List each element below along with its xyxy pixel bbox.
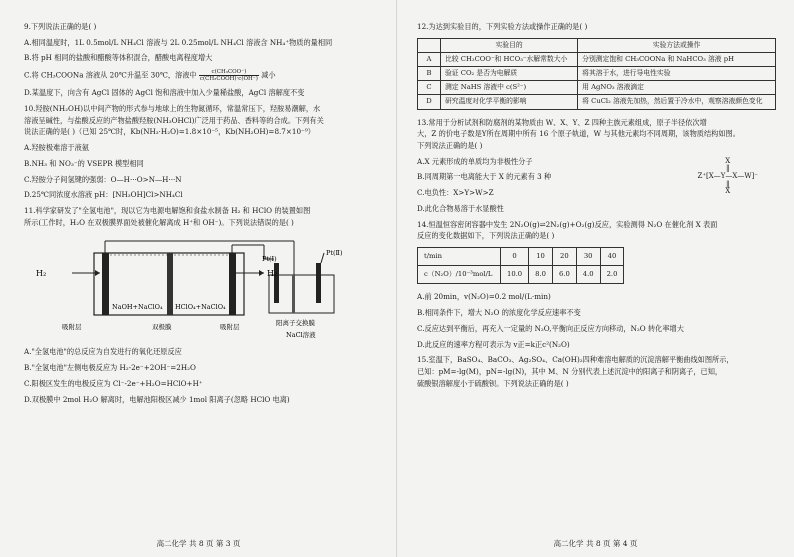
table-cell: 将 CuCl₂ 溶液先加热，然后置于冷水中，观察溶液颜色变化 (578, 95, 776, 109)
pt2-label: Pt(Ⅱ) (326, 249, 343, 258)
table-cell: 测定 NaHS 溶液中 c(S²⁻) (441, 81, 578, 95)
table-cell: 40 (600, 248, 624, 266)
table-cell: 30 (576, 248, 600, 266)
question-11 (24, 206, 387, 404)
table-row (418, 95, 776, 109)
q13-option-b: B.同周期第一电离能大于 X 的元素有 3 种 (417, 172, 552, 182)
table-cell: t/min (418, 248, 501, 266)
q13-stem-3: 下列说法正确的是( ) (417, 141, 483, 151)
table-header-cell (418, 38, 441, 52)
q11-option-b: B."全氢电池"左侧电极反应为 H₂-2e⁻+2OH⁻=2H₂O (24, 363, 196, 373)
q14-option-c: C.反应达到平衡后，再充入一定量的 N₂O,平衡向正反应方向移动，N₂O 转化率增大 (417, 323, 684, 333)
q13-stem-2: 大，Z 的价电子数是Y所在周期中所有 16 个原子轨道，W 与其他元素均不同周期，该物质结构如图。 (417, 129, 740, 139)
nacl-label: NaCl溶液 (286, 331, 316, 340)
q15-stem-3: 硫酸银溶解度小于硫酸钡。下列说法正确的是( ) (417, 378, 569, 388)
table-cell: 比较 CH₃COO⁻和 HCO₃⁻水解常数大小 (441, 52, 578, 66)
question-10 (24, 104, 387, 200)
q11-stem-1: 11.科学家研发了"全氢电池"，现以它为电源电解饱和食盐水制备 H₂ 和 HClO 的装置如图 (24, 206, 311, 215)
q14-table (417, 247, 624, 284)
table-cell: 2.0 (600, 266, 624, 284)
q9-option-a: A.相同温度时，1L 0.5mol/L NH₄Cl 溶液与 2L 0.25mol/L NH₄Cl 溶液含 NH₄⁺物质的量相同 (24, 37, 333, 47)
question-14 (417, 220, 776, 350)
q13-option-c: C.电负性：X>Y>W>Z (417, 188, 494, 198)
right-adsorption-label: 吸附层 (220, 323, 240, 332)
q9-option-d: D.某温度下，向含有 AgCl 固体的 AgCl 饱和溶液中加入少量稀盐酸，AgCl 溶解度不变 (24, 88, 305, 98)
q11-stem-2: 所示(工作时，H₂O 在双极膜界面处被催化解离成 H⁺和 OH⁻)。下列说法错误的是( ) (24, 217, 294, 227)
table-row (418, 81, 776, 95)
q9-fraction: $\frac{\text{c(CH₃COO⁻)}}{\text{c(CH₃COOH)·c(OH⁻)}}$ (199, 69, 258, 83)
q10-option-d: D.25℃同浓度水溶液 pH：[NH₃OH]Cl>NH₄Cl (24, 190, 183, 200)
q9-option-c: C.将 CH₃COONa 溶液从 20℃升温至 30℃，溶液中 $\frac{\text{c(CH₃COO⁻)}}{\text{c(CH₃COOH)·c(OH⁻)}}$ 减小 (24, 69, 276, 83)
q10-stem-2: 溶液呈碱性，与盐酸反应的产物盐酸羟胺(NH₃OHCl)广泛用于药品、香料等的合成。下列有关 (24, 115, 324, 125)
bipolar-membrane (167, 253, 173, 315)
membrane-label: 阳离子交换膜 (276, 319, 315, 328)
q11-option-c: C.阳极区发生的电极反应为 Cl⁻-2e⁻+H₂O=HClO+H⁺ (24, 378, 203, 388)
pt1-label: Pt(Ⅰ) (262, 255, 277, 264)
table-header-cell: 实验目的 (441, 38, 578, 52)
pt2-electrode (316, 263, 321, 303)
q10-stem-3: 说法正确的是( )（已知 25℃时，Kb(NH₃·H₂O)=1.8×10⁻⁵，Kb(NH₂OH)=8.7×10⁻⁹） (24, 127, 315, 137)
electrolysis-svg (24, 233, 384, 343)
left-adsorption-label: 吸附层 (62, 323, 82, 332)
electrolysis-diagram (24, 233, 387, 343)
q13-structure: X ‖ Z⁺[X—Y—X—W]⁻ ‖ X (697, 156, 758, 196)
q10-option-b: B.NH₃ 和 NO₃⁻的 VSEPR 模型相同 (24, 158, 144, 168)
q10-option-a: A.羟胺极难溶于液氨 (24, 143, 89, 153)
q13-option-a: A.X 元素形成的单质均为非极性分子 (417, 156, 533, 166)
page-3-footer: 高二化学 共 8 页 第 3 页 (156, 538, 241, 548)
table-cell: 4.0 (576, 266, 600, 284)
q10-stem-1: 10.羟胺(NH₂OH)以中间产物的形式参与地球上的生物氮循环，常温常压下，羟胺易潮解，水 (24, 103, 321, 113)
q12-stem: 12.为达到实验目的，下列实验方法或操作正确的是( ) (417, 22, 588, 31)
table-cell: 分别测定饱和 CH₃COONa 和 NaHCO₃ 溶液 pH (578, 52, 776, 66)
table-cell: 0 (501, 248, 529, 266)
h2-right-label: H₂ (267, 269, 278, 279)
table-row (418, 52, 776, 66)
q13-stem-1: 13.常用于分析试剂和防腐剂的某物质由 W、X、Y、Z 四种主族元素组成，原子半径依次增 (417, 117, 707, 127)
q13-option-d: D.此化合物易溶于水显酸性 (417, 203, 504, 213)
q10-option-c: C.羟胺分子间氢键的强弱：O—H···O>N—H···N (24, 174, 182, 184)
table-row (418, 67, 776, 81)
table-cell: 6.0 (552, 266, 576, 284)
table-cell: 验证 CO₂ 是否为电解质 (441, 67, 578, 81)
q12-table (417, 38, 776, 110)
right-adsorption-layer (229, 253, 236, 315)
bipolar-label: 双极膜 (152, 323, 172, 332)
cation-exchange-membrane (292, 275, 295, 313)
table-cell: c（N₂O）/10⁻³mol/L (418, 266, 501, 284)
table-cell: 10 (529, 248, 553, 266)
right-solution-label: HClO₄+NaClO₄ (175, 303, 226, 312)
table-cell: 8.0 (529, 266, 553, 284)
table-row (418, 266, 624, 284)
table-cell: 10.0 (501, 266, 529, 284)
table-cell: D (418, 95, 441, 109)
q14-option-d: D.此反应的速率方程可表示为 v正=k正c²(N₂O) (417, 339, 570, 349)
q14-stem-2: 反应的变化数据如下，下列说法正确的是( ) (417, 231, 555, 241)
left-solution-label: NaOH+NaClO₄ (112, 303, 163, 312)
h2-left-label: H₂ (36, 269, 47, 279)
question-15 (417, 355, 776, 388)
question-9 (24, 22, 387, 98)
table-header-row (418, 38, 776, 52)
question-13 (417, 118, 776, 214)
table-cell: C (418, 81, 441, 95)
table-cell: 研究温度对化学平衡的影响 (441, 95, 578, 109)
table-row (418, 248, 624, 266)
q14-option-b: B.相同条件下，增大 N₂O 的浓度化学反应速率不变 (417, 308, 581, 318)
q15-stem-2: 已知：pM=-lg(M)，pN=-lg(N)，其中 M、N 分别代表上述沉淀中的阳离子和阴离子，已知， (417, 366, 723, 376)
page-4-footer: 高二化学 共 8 页 第 4 页 (553, 538, 638, 548)
table-cell: B (418, 67, 441, 81)
q9-option-b: B.将 pH 相同的盐酸和醋酸等体积混合，醋酸电离程度增大 (24, 53, 213, 63)
table-header-cell: 实验方法或操作 (578, 38, 776, 52)
q9-stem: 9.下列说法正确的是( ) (24, 22, 97, 31)
q15-stem-1: 15.室温下，BaSO₄、BaCO₃、Ag₂SO₄、Ca(OH)₂四种难溶电解质的沉淀溶解平衡曲线如图所示， (417, 355, 734, 365)
q14-option-a: A.前 20min，v(N₂O)=0.2 mol/(L·min) (417, 292, 551, 302)
q11-option-a: A."全氢电池"的总反应为自发进行的氧化还原反应 (24, 347, 182, 357)
q14-stem-1: 14.恒温恒容密闭容器中发生 2N₂O(g)⇌2N₂(g)+O₂(g)反应，实验测得 N₂O 在催化剂 X 表面 (417, 219, 718, 229)
page-4 (397, 0, 794, 557)
q11-option-d: D.双极膜中 2mol H₂O 解离时，电解池阳极区减少 1mol 阳离子(忽略 HClO 电离) (24, 394, 290, 404)
left-adsorption-layer (102, 253, 109, 315)
table-cell: 用 AgNO₃ 溶液滴定 (578, 81, 776, 95)
table-cell: A (418, 52, 441, 66)
question-12 (417, 22, 776, 110)
table-cell: 20 (552, 248, 576, 266)
table-cell: 将其溶于水，进行导电性实验 (578, 67, 776, 81)
